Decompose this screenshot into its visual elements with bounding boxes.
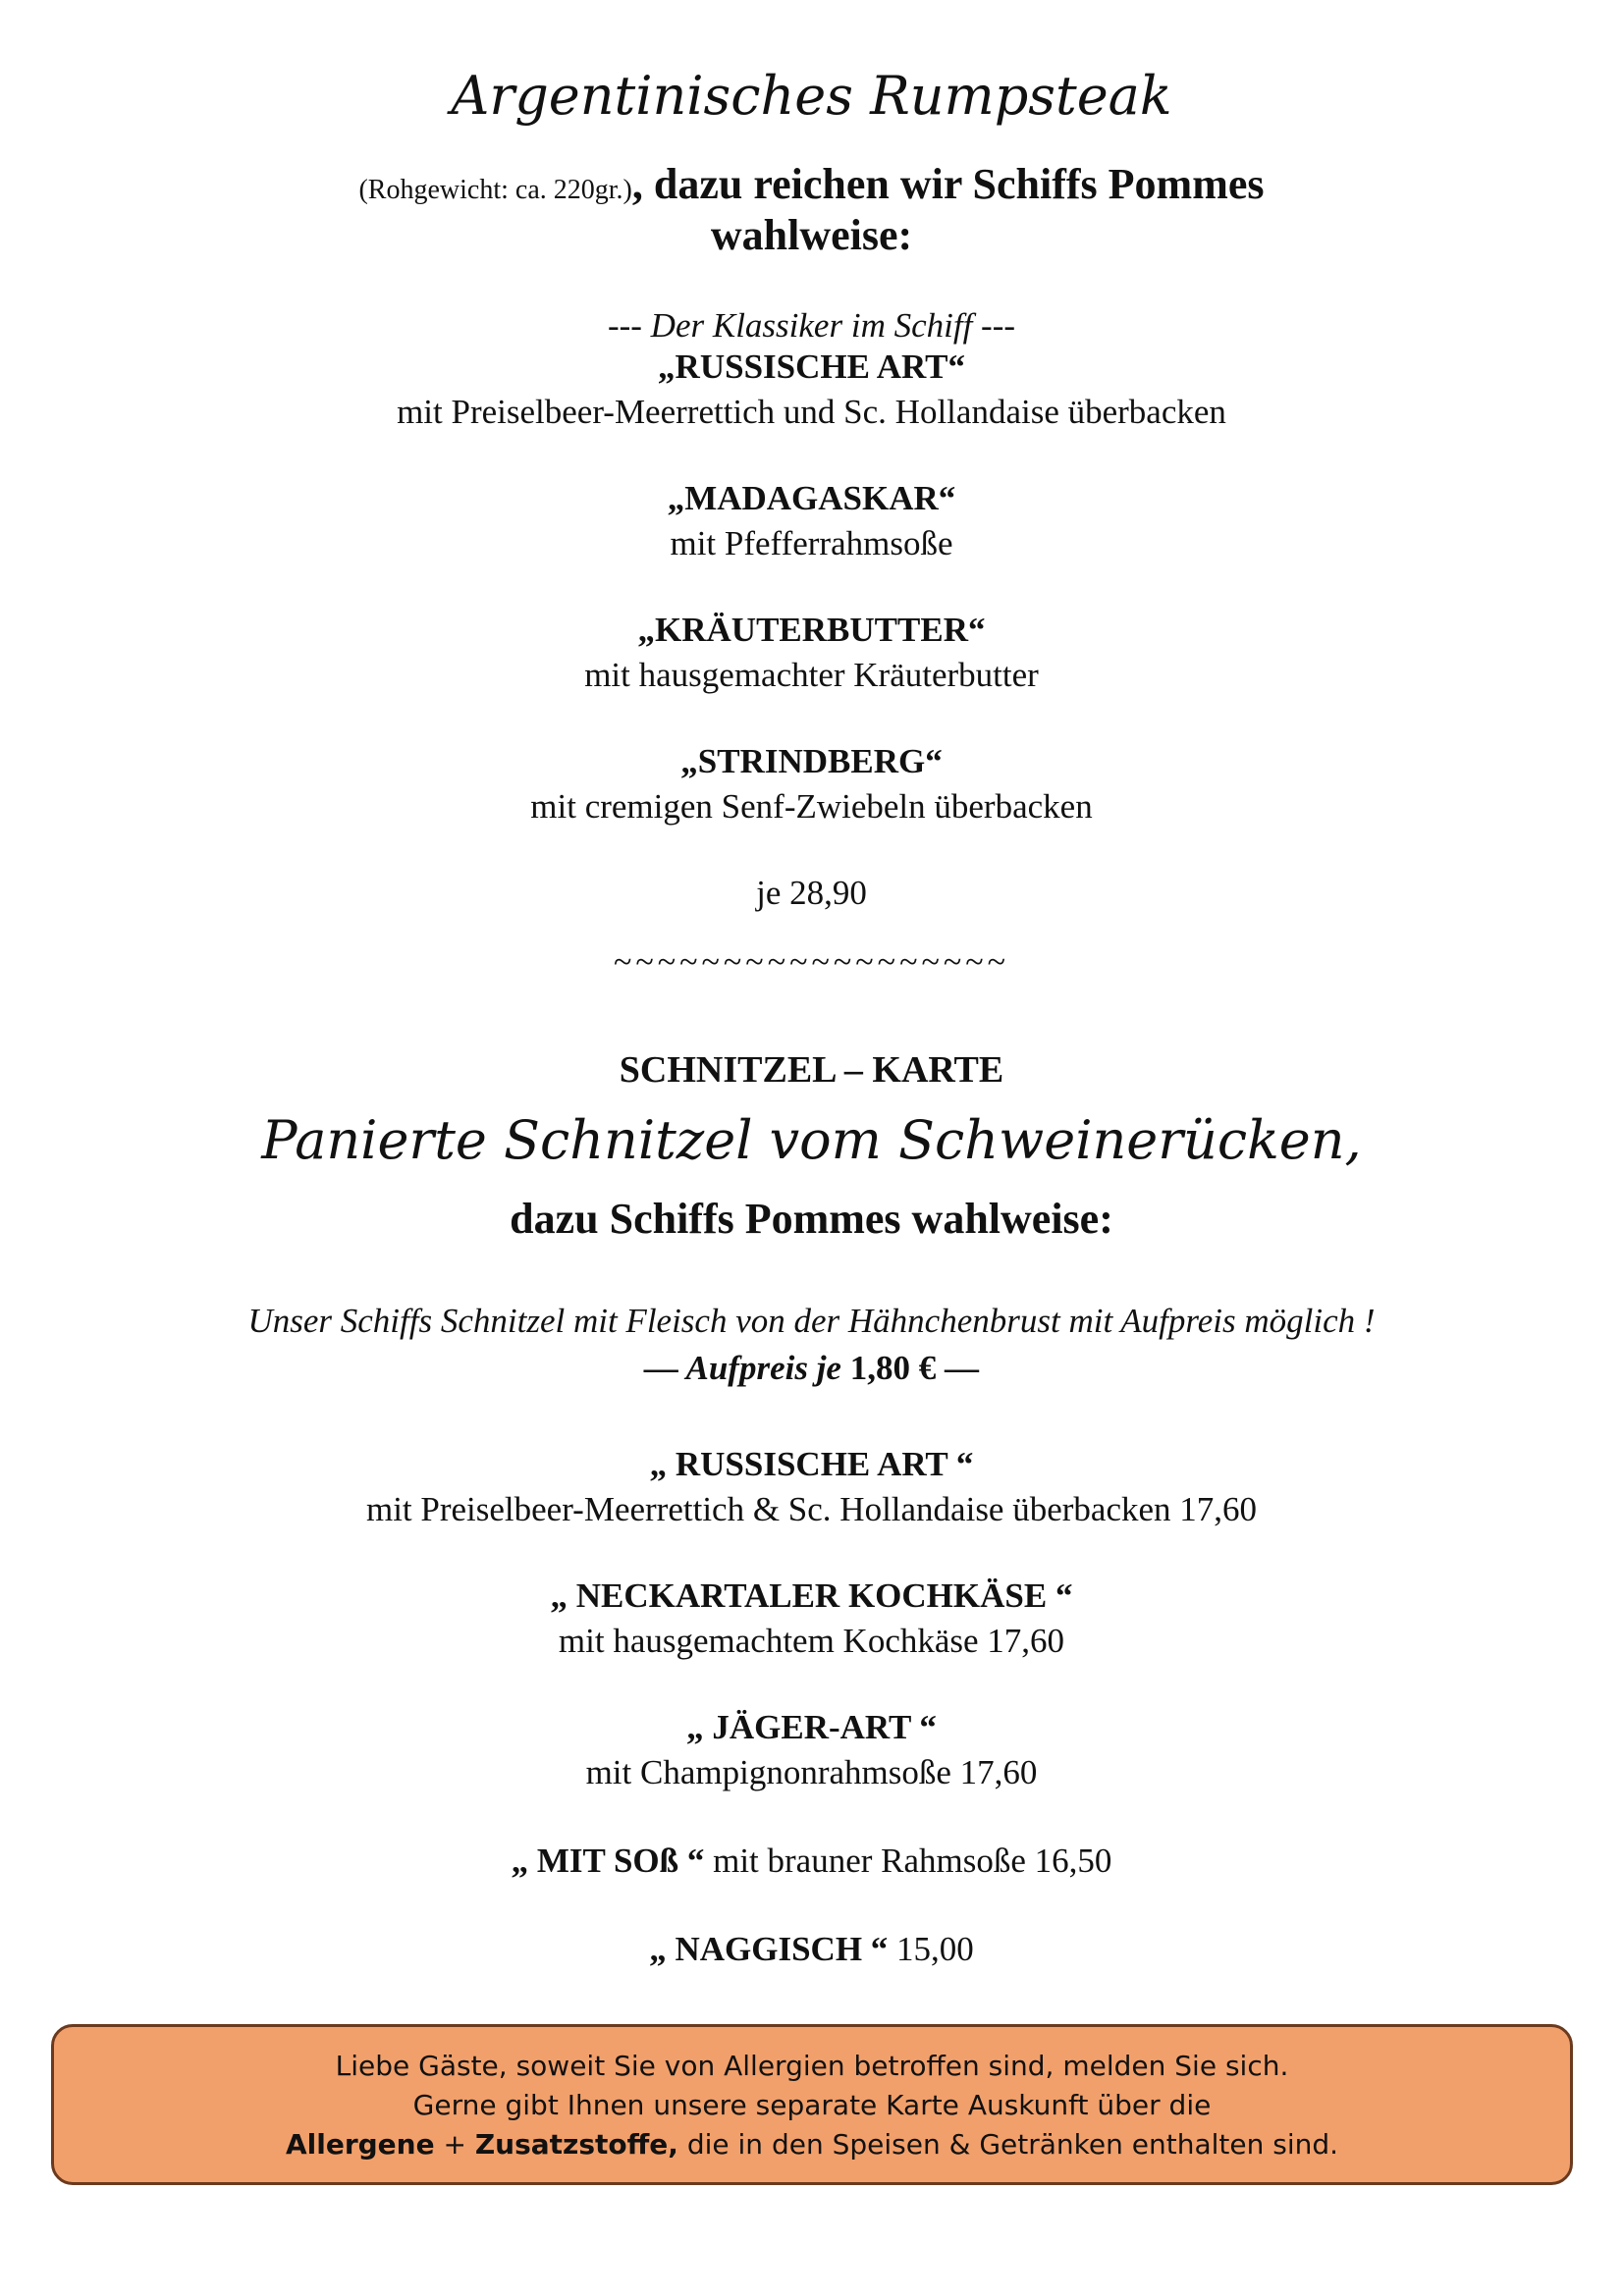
schnitzel-item-desc: mit Preiselbeer-Meerrettich & Sc. Hollandaise überbacken 17,60 bbox=[365, 1490, 1258, 1528]
intro-line1: , dazu reichen wir Schiffs Pommes bbox=[631, 160, 1265, 208]
rumpsteak-item-desc: mit hausgemachter Kräuterbutter bbox=[584, 656, 1039, 694]
schnitzel-subtitle: Panierte Schnitzel vom Schweinerücken, bbox=[261, 1109, 1362, 1171]
rumpsteak-item-name: „MADAGASKAR“ bbox=[667, 479, 956, 517]
schnitzel-intro: dazu Schiffs Pommes wahlweise: bbox=[510, 1195, 1113, 1243]
schnitzel-item-naggisch bbox=[0, 1930, 1623, 1969]
surcharge-label: — Aufpreis je bbox=[644, 1349, 841, 1387]
rumpsteak-item-desc: mit Pfefferrahmsoße bbox=[670, 524, 953, 562]
schnitzel-item-mit-sos bbox=[0, 1842, 1623, 1881]
rumpsteak-intro bbox=[0, 159, 1623, 209]
schnitzel-item-name: „ JÄGER-ART “ bbox=[686, 1708, 937, 1746]
rumpsteak-title: Argentinisches Rumpsteak bbox=[451, 65, 1172, 127]
surcharge bbox=[0, 1349, 1623, 1388]
divider: ~~~~~~~~~~~~~~~~~~ bbox=[613, 944, 1010, 981]
rumpsteak-price: je 28,90 bbox=[756, 874, 867, 912]
notice-rest: die in den Speisen & Getränken enthalten sind. bbox=[677, 2128, 1339, 2161]
classic-tag: --- Der Klassiker im Schiff --- bbox=[607, 306, 1016, 345]
notice-line3 bbox=[54, 2125, 1570, 2164]
rumpsteak-item-desc: mit cremigen Senf-Zwiebeln überbacken bbox=[530, 787, 1093, 826]
notice-zusatzstoffe: Zusatzstoffe, bbox=[474, 2128, 678, 2161]
allergy-notice-box bbox=[51, 2024, 1573, 2185]
schnitzel-heading: SCHNITZEL – KARTE bbox=[619, 1049, 1004, 1091]
schnitzel-item-desc: mit Champignonrahmsoße 17,60 bbox=[585, 1753, 1038, 1791]
rumpsteak-item-desc: mit Preiselbeer-Meerrettich und Sc. Hollandaise überbacken bbox=[397, 393, 1226, 431]
rumpsteak-item-name: „KRÄUTERBUTTER“ bbox=[637, 611, 986, 649]
schnitzel-item-name: „ RUSSISCHE ART “ bbox=[649, 1445, 974, 1483]
mit-sos-name: „ MIT SOß “ bbox=[511, 1842, 705, 1880]
naggisch-price: 15,00 bbox=[888, 1930, 974, 1968]
schnitzel-item-desc: mit hausgemachtem Kochkäse 17,60 bbox=[558, 1622, 1065, 1660]
notice-allergene: Allergene bbox=[285, 2128, 435, 2161]
notice-line2: Gerne gibt Ihnen unsere separate Karte Auskunft über die bbox=[412, 2089, 1212, 2121]
intro-line2: wahlweise: bbox=[710, 211, 913, 259]
rumpsteak-item-name: „RUSSISCHE ART“ bbox=[658, 347, 965, 386]
schnitzel-item-name: „ NECKARTALER KOCHKÄSE “ bbox=[550, 1576, 1073, 1615]
naggisch-name: „ NAGGISCH “ bbox=[649, 1930, 889, 1968]
schnitzel-note: Unser Schiffs Schnitzel mit Fleisch von der Hähnchenbrust mit Aufpreis möglich ! bbox=[247, 1302, 1376, 1340]
notice-line1: Liebe Gäste, soweit Sie von Allergien betroffen sind, melden Sie sich. bbox=[335, 2050, 1289, 2082]
mit-sos-desc: mit brauner Rahmsoße 16,50 bbox=[704, 1842, 1112, 1880]
rumpsteak-item-name: „STRINDBERG“ bbox=[680, 742, 943, 780]
weight-note: (Rohgewicht: ca. 220gr.) bbox=[358, 175, 632, 205]
surcharge-value: 1,80 € — bbox=[849, 1349, 979, 1387]
notice-plus: + bbox=[434, 2128, 475, 2161]
